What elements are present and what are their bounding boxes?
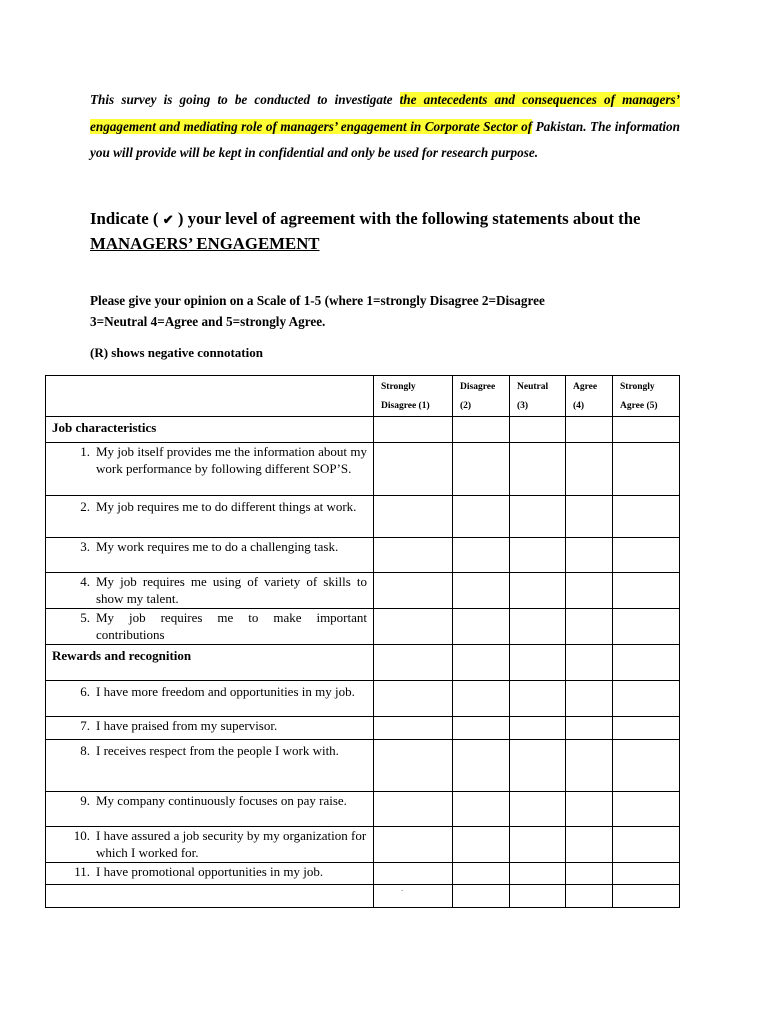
scale-line-1: Please give your opinion on a Scale of 1-5 (where 1=strongly Disagree 2=Disagree bbox=[90, 293, 545, 308]
rating-cell[interactable] bbox=[613, 573, 680, 609]
instruction-prefix: Indicate ( bbox=[90, 209, 159, 228]
rating-cell[interactable] bbox=[566, 681, 613, 717]
statement: 8. I receives respect from the people I work with. bbox=[46, 740, 374, 792]
rating-cell[interactable] bbox=[566, 443, 613, 496]
section-row bbox=[46, 645, 680, 681]
rating-cell[interactable] bbox=[566, 827, 613, 863]
section-title-job: Job characteristics bbox=[46, 417, 374, 443]
scale-line-2: 3=Neutral 4=Agree and 5=strongly Agree. bbox=[90, 314, 326, 329]
stray-mark: . bbox=[401, 883, 404, 893]
rating-cell[interactable] bbox=[453, 443, 510, 496]
table-row bbox=[46, 496, 680, 538]
rating-cell[interactable] bbox=[374, 443, 453, 496]
rating-cell[interactable] bbox=[613, 792, 680, 827]
statement: 1. My job itself provides me the information about my work performance by following different SOP’S. bbox=[46, 443, 374, 496]
rating-cell[interactable] bbox=[453, 827, 510, 863]
rating-cell[interactable] bbox=[374, 496, 453, 538]
rating-cell[interactable] bbox=[510, 827, 566, 863]
rating-cell[interactable] bbox=[453, 885, 510, 908]
rating-cell[interactable] bbox=[374, 885, 453, 908]
rating-cell[interactable] bbox=[613, 863, 680, 885]
rating-cell[interactable] bbox=[453, 573, 510, 609]
rating-cell[interactable] bbox=[374, 681, 453, 717]
rating-cell[interactable] bbox=[613, 740, 680, 792]
column-header: Neutral (3) bbox=[510, 376, 566, 417]
instruction-suffix: ) your level of agreement with the following statements about the bbox=[177, 209, 641, 228]
rating-cell[interactable] bbox=[374, 740, 453, 792]
table-row bbox=[46, 740, 680, 792]
rating-cell[interactable] bbox=[374, 417, 453, 443]
table-row bbox=[46, 792, 680, 827]
table-row bbox=[46, 681, 680, 717]
statement: 7. I have praised from my supervisor. bbox=[46, 717, 374, 740]
rating-cell[interactable] bbox=[374, 827, 453, 863]
rating-cell[interactable] bbox=[566, 740, 613, 792]
section-title-rewards: Rewards and recognition bbox=[46, 645, 374, 681]
rating-cell[interactable] bbox=[453, 681, 510, 717]
rating-cell[interactable] bbox=[453, 645, 510, 681]
rating-cell[interactable] bbox=[510, 863, 566, 885]
rating-cell[interactable] bbox=[613, 885, 680, 908]
column-header: Disagree (2) bbox=[453, 376, 510, 417]
statement-empty bbox=[46, 885, 374, 908]
rating-cell[interactable] bbox=[453, 609, 510, 645]
survey-table bbox=[45, 375, 680, 908]
checkmark-icon: ✔ bbox=[162, 212, 174, 227]
negative-connotation-note: (R) shows negative connotation bbox=[90, 345, 263, 360]
rating-cell[interactable] bbox=[566, 417, 613, 443]
table-row bbox=[46, 827, 680, 863]
statement: 6. I have more freedom and opportunities in my job. bbox=[46, 681, 374, 717]
rating-cell[interactable] bbox=[374, 717, 453, 740]
rating-cell[interactable] bbox=[613, 538, 680, 573]
rating-cell[interactable] bbox=[566, 573, 613, 609]
rating-cell[interactable] bbox=[453, 496, 510, 538]
rating-cell[interactable] bbox=[510, 681, 566, 717]
rating-cell[interactable] bbox=[510, 609, 566, 645]
statement: 9. My company continuously focuses on pay raise. bbox=[46, 792, 374, 827]
statement: 2. My job requires me to do different things at work. bbox=[46, 496, 374, 538]
rating-cell[interactable] bbox=[453, 417, 510, 443]
statement: 5. My job requires me to make important contributions bbox=[46, 609, 374, 645]
statement: 11. I have promotional opportunities in my job. bbox=[46, 863, 374, 885]
rating-cell[interactable] bbox=[613, 496, 680, 538]
rating-cell[interactable] bbox=[510, 645, 566, 681]
rating-cell[interactable] bbox=[566, 885, 613, 908]
section-row bbox=[46, 417, 680, 443]
table-row bbox=[46, 609, 680, 645]
rating-cell[interactable] bbox=[453, 792, 510, 827]
table-row bbox=[46, 538, 680, 573]
intro-paragraph bbox=[90, 87, 680, 167]
intro-text-start: This survey is going to be conducted to investigate bbox=[90, 92, 400, 107]
table-row bbox=[46, 885, 680, 908]
instruction-heading bbox=[90, 207, 690, 256]
rating-cell[interactable] bbox=[510, 792, 566, 827]
rating-cell[interactable] bbox=[566, 792, 613, 827]
rating-cell[interactable] bbox=[453, 538, 510, 573]
statement: 10. I have assured a job security by my organization for which I worked for. bbox=[46, 827, 374, 863]
rating-cell[interactable] bbox=[510, 538, 566, 573]
column-header: Strongly Agree (5) bbox=[613, 376, 680, 417]
rating-cell[interactable] bbox=[510, 740, 566, 792]
table-row bbox=[46, 717, 680, 740]
rating-cell[interactable] bbox=[374, 609, 453, 645]
statement: 3. My work requires me to do a challenging task. bbox=[46, 538, 374, 573]
rating-cell[interactable] bbox=[613, 609, 680, 645]
table-row bbox=[46, 443, 680, 496]
rating-cell[interactable] bbox=[613, 417, 680, 443]
column-header: Agree (4) bbox=[566, 376, 613, 417]
rating-cell[interactable] bbox=[566, 863, 613, 885]
rating-cell[interactable] bbox=[510, 573, 566, 609]
rating-cell[interactable] bbox=[566, 496, 613, 538]
rating-cell[interactable] bbox=[510, 417, 566, 443]
rating-cell[interactable] bbox=[566, 645, 613, 681]
topic-title: MANAGERS’ ENGAGEMENT bbox=[90, 234, 320, 253]
header-blank bbox=[46, 376, 374, 417]
column-header: Strongly Disagree (1) bbox=[374, 376, 453, 417]
rating-cell[interactable] bbox=[453, 717, 510, 740]
rating-cell[interactable] bbox=[374, 863, 453, 885]
rating-cell[interactable] bbox=[374, 792, 453, 827]
statement: 4. My job requires me using of variety of skills to show my talent. bbox=[46, 573, 374, 609]
rating-cell[interactable] bbox=[374, 538, 453, 573]
rating-cell[interactable] bbox=[566, 717, 613, 740]
rating-cell[interactable] bbox=[566, 609, 613, 645]
rating-cell[interactable] bbox=[613, 681, 680, 717]
rating-cell[interactable] bbox=[613, 717, 680, 740]
rating-cell[interactable] bbox=[453, 740, 510, 792]
header-row bbox=[46, 376, 680, 417]
rating-cell[interactable] bbox=[566, 538, 613, 573]
table-row bbox=[46, 573, 680, 609]
rating-cell[interactable] bbox=[510, 496, 566, 538]
rating-cell[interactable] bbox=[613, 827, 680, 863]
rating-cell[interactable] bbox=[613, 645, 680, 681]
rating-cell[interactable] bbox=[374, 645, 453, 681]
intro-text-end: Pakistan. The information you will provide will be kept in confidential and only be used for research purpose. bbox=[90, 118, 680, 160]
scale-instructions bbox=[90, 290, 690, 332]
rating-cell[interactable] bbox=[510, 717, 566, 740]
rating-cell[interactable] bbox=[510, 885, 566, 908]
rating-cell[interactable] bbox=[453, 863, 510, 885]
intro-highlight: the antecedents and consequences of managers’ engagement and mediating role of managers’ engagement in Corporate Sector of bbox=[90, 92, 680, 134]
rating-cell[interactable] bbox=[510, 443, 566, 496]
table-row bbox=[46, 863, 680, 885]
rating-cell[interactable] bbox=[613, 443, 680, 496]
rating-cell[interactable] bbox=[374, 573, 453, 609]
